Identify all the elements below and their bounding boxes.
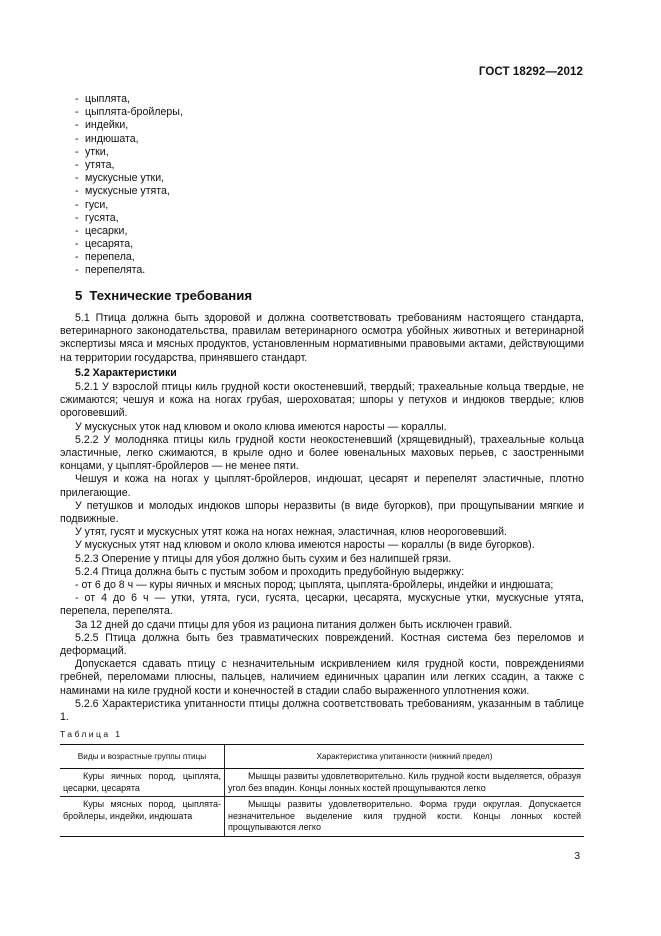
paragraph-5-2-4: 5.2.4 Птица должна быть с пустым зобом и проходить предубойную выдержку: <box>75 565 465 578</box>
table-caption: Таблица 1 <box>60 729 123 739</box>
paragraph: У мускусных утят над клювом и около клюва имеются наросты — кораллы (в виде бугорков). <box>75 539 535 552</box>
list-item: - мускусные утята, <box>75 185 170 198</box>
paragraph-5-2-2: 5.2.2 У молодняка птицы киль грудной кости неокостеневший (хрящевидный), трахеальные кольца эластичные, легко сжимаются, в крыле одно и более ювенальных маховых перьев, с заостренными концами, у цыплят-бройлеров — не менее пяти. <box>60 433 584 473</box>
column-header: Виды и возрастные группы птицы <box>60 745 225 769</box>
paragraph-5-2-5: 5.2.5 Птица должна быть без травматических повреждений. Костная система без переломов и деформаций. <box>60 631 584 658</box>
list-dash: - <box>75 185 79 198</box>
paragraph: За 12 дней до сдачи птицы для убоя из рациона питания должен быть исключен гравий. <box>75 618 513 631</box>
list-dash: - <box>75 145 79 158</box>
table-cell: Мышцы развиты удовлетворительно. Киль грудной кости выделяется, образуя угол без впадин. Концы лонных костей прощупываются легко <box>225 769 585 797</box>
list-dash: - <box>75 224 79 237</box>
list-dash: - <box>75 264 79 277</box>
list-dash: - <box>75 198 79 211</box>
list-dash: - <box>75 106 79 119</box>
page-number: 3 <box>574 851 580 862</box>
list-item: - гусята, <box>75 211 119 224</box>
list-item: - индюшата, <box>75 132 139 145</box>
paragraph-5-2-3: 5.2.3 Оперение у птицы для убоя должно быть сухим и без налипшей грязи. <box>75 552 452 565</box>
table-row <box>60 797 584 837</box>
section-title: Технические требования <box>89 288 253 303</box>
section-number: 5 <box>75 288 83 303</box>
list-item: - цыплята-бройлеры, <box>75 106 183 119</box>
list-item: - от 6 до 8 ч — куры яичных и мясных пород; цыплята, цыплята-бройлеры, индейки и индюшата; <box>75 579 554 592</box>
standard-code: ГОСТ 18292—2012 <box>478 66 583 78</box>
list-item: - утята, <box>75 158 115 171</box>
paragraph-5-2-6: 5.2.6 Характеристика упитанности птицы должна соответствовать требованиям, указанным в таблице 1. <box>60 697 584 724</box>
table-cell: Куры яичных пород, цыплята, цесарки, цесарята <box>60 769 225 797</box>
subsection-heading-5-2: 5.2 Характеристики <box>75 366 177 379</box>
table-cell: Куры мясных пород, цыплята-бройлеры, индейки, индюшата <box>60 797 225 837</box>
paragraph: Чешуя и кожа на ногах у цыплят-бройлеров, индюшат, цесарят и перепелят эластичные, плотно прилегающие. <box>60 473 584 499</box>
list-dash: - <box>75 132 79 145</box>
paragraph: У мускусных уток над клювом и около клюва имеются наросты — кораллы. <box>75 420 447 433</box>
paragraph: Допускается сдавать птицу с незначительным искривлением киля грудной кости, повреждениями гребней, переломами плюсны, пальцев, наличием единичных царапин или легких ссадин, а также с наминами на киле грудной кости и конечностей в стадии слабо выраженного уплотнения кожи. <box>60 658 584 697</box>
section-heading <box>75 288 252 303</box>
list-dash: - <box>75 172 79 185</box>
table-header-row <box>60 745 584 769</box>
list-dash: - <box>75 238 79 251</box>
paragraph: У утят, гусят и мускусных утят кожа на ногах нежная, эластичная, клюв неороговевший. <box>75 526 507 539</box>
list-item: - индейки, <box>75 119 129 132</box>
list-item: - цыплята, <box>75 93 130 105</box>
paragraph: У петушков и молодых индюков шпоры неразвиты (в виде бугорков), при прощупывании мягкие и подвижные. <box>60 499 584 526</box>
list-dash: - <box>75 158 79 171</box>
fatness-table <box>60 744 584 837</box>
list-item: - цесарята, <box>75 238 134 251</box>
poultry-types-list <box>75 93 183 278</box>
list-dash: - <box>75 211 79 224</box>
list-item: - утки, <box>75 145 109 158</box>
list-dash: - <box>75 119 79 132</box>
list-dash: - <box>75 93 79 105</box>
body-text <box>60 312 584 724</box>
list-dash: - <box>75 251 79 264</box>
list-item: - гуси, <box>75 198 109 211</box>
list-item: - цесарки, <box>75 224 128 237</box>
list-item: - мускусные утки, <box>75 172 165 185</box>
table-row <box>60 769 584 797</box>
paragraph-5-1: 5.1 Птица должна быть здоровой и должна соответствовать требованиям настоящего стандарта, ветеринарного законодательства, правилам ветеринарного осмотра убойных животных и ветеринарной экспертизы мяса и мясных продуктов, установленным нормативными правовыми актами, действующими на территории государства, принявшего стандарт. <box>60 312 584 364</box>
list-item: - перепела, <box>75 251 135 264</box>
table-cell: Мышцы развиты удовлетворительно. Форма груди округлая. Допускается незначительное выделение киля грудной кости. Концы лонных костей прощупываются легко <box>225 797 585 837</box>
column-header: Характеристика упитанности (нижний предел) <box>225 745 585 769</box>
list-item: - перепелята. <box>75 264 146 277</box>
list-item: - от 4 до 6 ч — утки, утята, гуси, гусята, цесарки, цесарята, мускусные утки, мускусные утята, перепела, перепелята. <box>60 592 584 618</box>
paragraph-5-2-1: 5.2.1 У взрослой птицы киль грудной кости окостеневший, твердый; трахеальные кольца твердые, не сжимаются; чешуя и кожа на ногах грубая, шероховатая; шпоры у петухов и индюков твердые; клюв ороговевший. <box>60 381 584 420</box>
